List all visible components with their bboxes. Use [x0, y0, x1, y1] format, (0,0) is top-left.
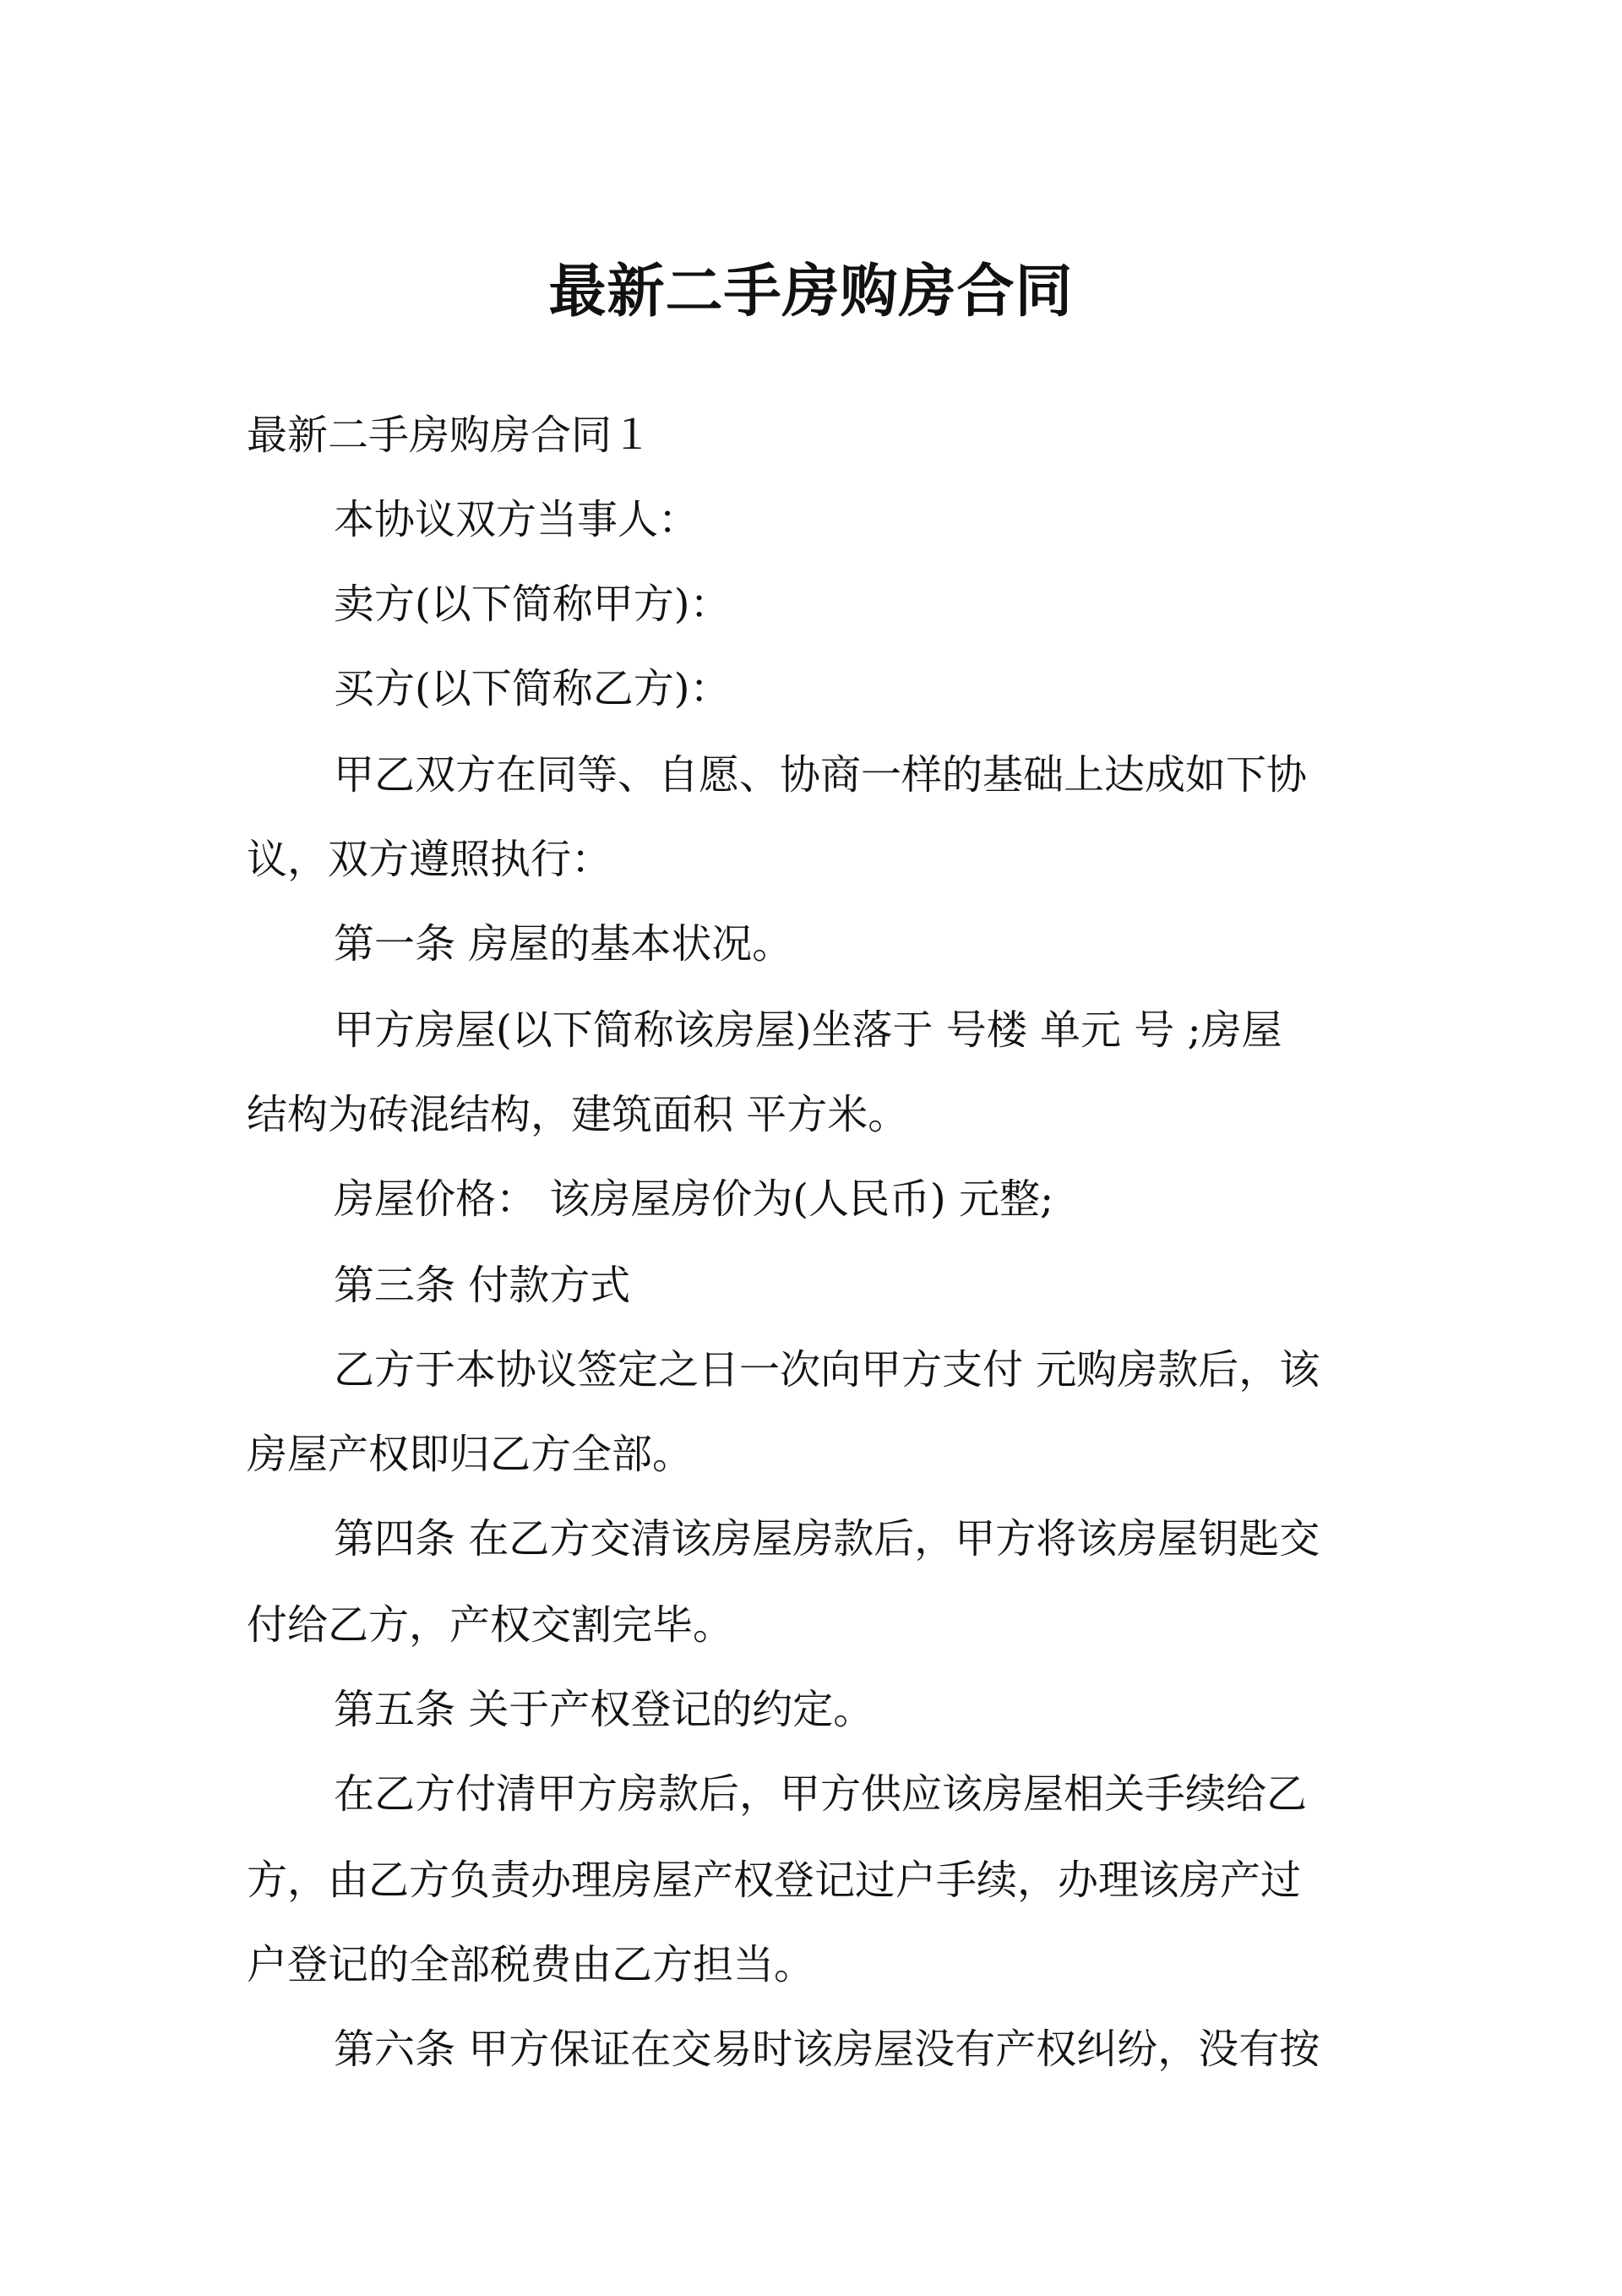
paragraph-line: 卖方(以下简称甲方)：: [334, 581, 731, 628]
paragraph-line: 乙方于本协议签定之日一次向甲方支付 元购房款后，该: [334, 1346, 1320, 1393]
paragraph-line: 第一条 房屋的基本状况。: [334, 920, 793, 968]
paragraph-line: 第四条 在乙方交清该房屋房款后，甲方将该房屋钥匙交: [334, 1515, 1320, 1562]
paragraph-line: 甲方房屋(以下简称该房屋)坐落于 号楼 单元 号 ;房屋: [334, 1006, 1282, 1054]
paragraph-line: 付给乙方，产权交割完毕。: [247, 1601, 734, 1649]
paragraph-line: 房屋价格： 该房屋房价为(人民币) 元整;: [334, 1175, 1054, 1223]
paragraph-line: 房屋产权即归乙方全部。: [247, 1431, 694, 1478]
paragraph-line: 第三条 付款方式: [334, 1262, 631, 1309]
paragraph-line: 结构为砖混结构，建筑面积 平方米。: [247, 1091, 909, 1138]
paragraph-line: 买方(以下简称乙方)：: [334, 665, 731, 712]
paragraph-line: 户登记的全部税费由乙方担当。: [247, 1941, 815, 1988]
paragraph-line: 第五条 关于产权登记的约定。: [334, 1686, 874, 1733]
paragraph-line: 甲乙双方在同等、自愿、协商一样的基础上达成如下协: [334, 751, 1308, 799]
document-title: 最新二手房购房合同: [548, 258, 1074, 325]
paragraph-line: 在乙方付清甲方房款后，甲方供应该房屋相关手续给乙: [334, 1770, 1308, 1818]
section-heading: 最新二手房购房合同１: [247, 412, 653, 459]
paragraph-line: 本协议双方当事人：: [334, 496, 699, 543]
paragraph-line: 议，双方遵照执行：: [247, 836, 612, 883]
paragraph-line: 第六条 甲方保证在交易时该房屋没有产权纠纷，没有按: [334, 2026, 1320, 2073]
paragraph-line: 方，由乙方负责办理房屋产权登记过户手续，办理该房产过: [247, 1857, 1302, 1904]
